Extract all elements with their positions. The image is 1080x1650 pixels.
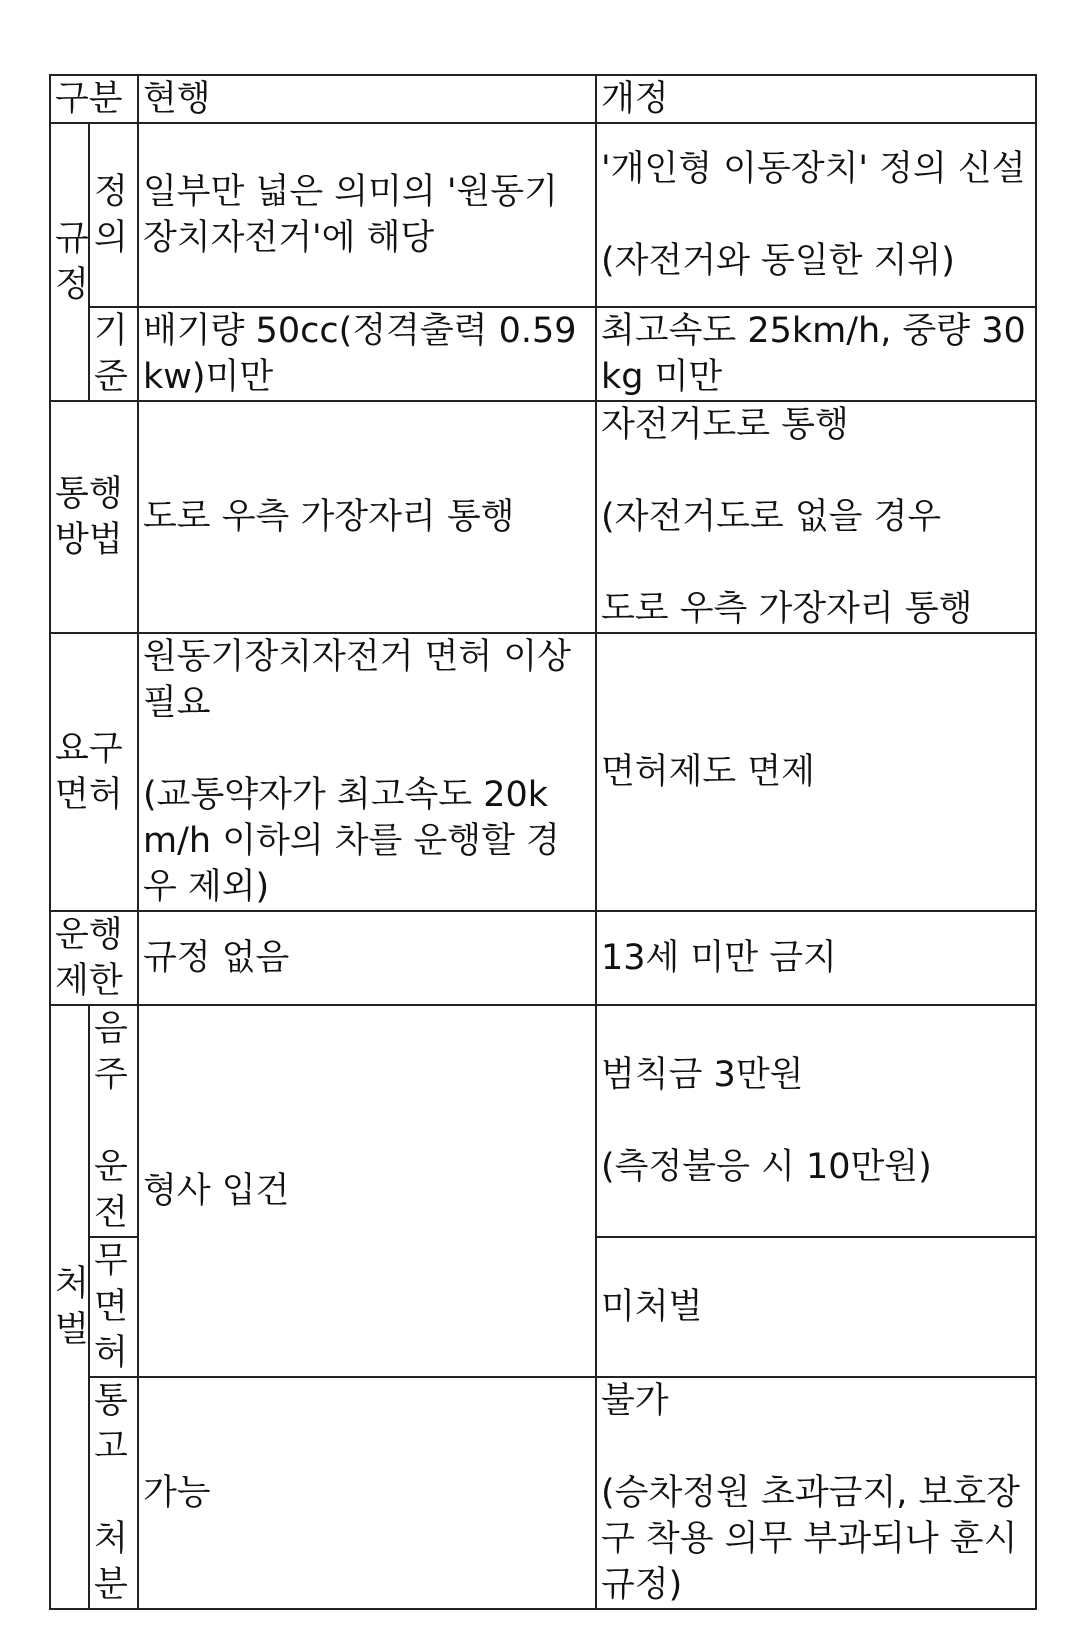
unlicensed-revised: 미처벌 xyxy=(596,1237,1036,1377)
notice-revised: 불가 (승차정원 초과금지, 보호장구 착용 의무 부과되나 훈시규정) xyxy=(596,1377,1036,1609)
row-label-definition: 정 의 xyxy=(89,123,138,307)
table-row xyxy=(50,1377,1036,1609)
section-label-restriction: 운행 제한 xyxy=(50,911,138,1005)
row-label-standard: 기 준 xyxy=(89,307,138,401)
header-current: 현행 xyxy=(138,75,596,123)
section-label-traffic: 통행 방법 xyxy=(50,401,138,633)
license-current: 원동기장치자전거 면허 이상 필요 (교통약자가 최고속도 20km/h 이하의 차를 운행할 경우 제외) xyxy=(138,633,596,911)
license-revised: 면허제도 면제 xyxy=(596,633,1036,911)
definition-current: 일부만 넓은 의미의 '원동기장치자전거'에 해당 xyxy=(138,123,596,307)
table-row xyxy=(50,911,1036,1005)
traffic-revised: 자전거도로 통행 (자전거도로 없을 경우 도로 우측 가장자리 통행 xyxy=(596,401,1036,633)
row-label-notice: 통 고 처 분 xyxy=(89,1377,138,1609)
definition-revised: '개인형 이동장치' 정의 신설 (자전거와 동일한 지위) xyxy=(596,123,1036,307)
restriction-current: 규정 없음 xyxy=(138,911,596,1005)
row-label-drunk: 음 주 운 전 xyxy=(89,1005,138,1237)
standard-current: 배기량 50cc(정격출력 0.59kw)미만 xyxy=(138,307,596,401)
table-row xyxy=(50,307,1036,401)
header-category: 구분 xyxy=(50,75,138,123)
table-row xyxy=(50,123,1036,307)
drunk-unlicensed-current: 형사 입건 xyxy=(138,1005,596,1377)
notice-current: 가능 xyxy=(138,1377,596,1609)
comparison-table xyxy=(49,74,1037,1610)
row-label-unlicensed: 무 면 허 xyxy=(89,1237,138,1377)
table-row xyxy=(50,401,1036,633)
section-label-regulation: 규 정 xyxy=(50,123,89,401)
section-label-license: 요구 면허 xyxy=(50,633,138,911)
section-label-penalty: 처 벌 xyxy=(50,1005,89,1609)
standard-revised: 최고속도 25km/h, 중량 30kg 미만 xyxy=(596,307,1036,401)
restriction-revised: 13세 미만 금지 xyxy=(596,911,1036,1005)
traffic-current: 도로 우측 가장자리 통행 xyxy=(138,401,596,633)
table-row xyxy=(50,633,1036,911)
header-revised: 개정 xyxy=(596,75,1036,123)
table-row xyxy=(50,1005,1036,1237)
drunk-revised: 범칙금 3만원 (측정불응 시 10만원) xyxy=(596,1005,1036,1237)
header-row xyxy=(50,75,1036,123)
